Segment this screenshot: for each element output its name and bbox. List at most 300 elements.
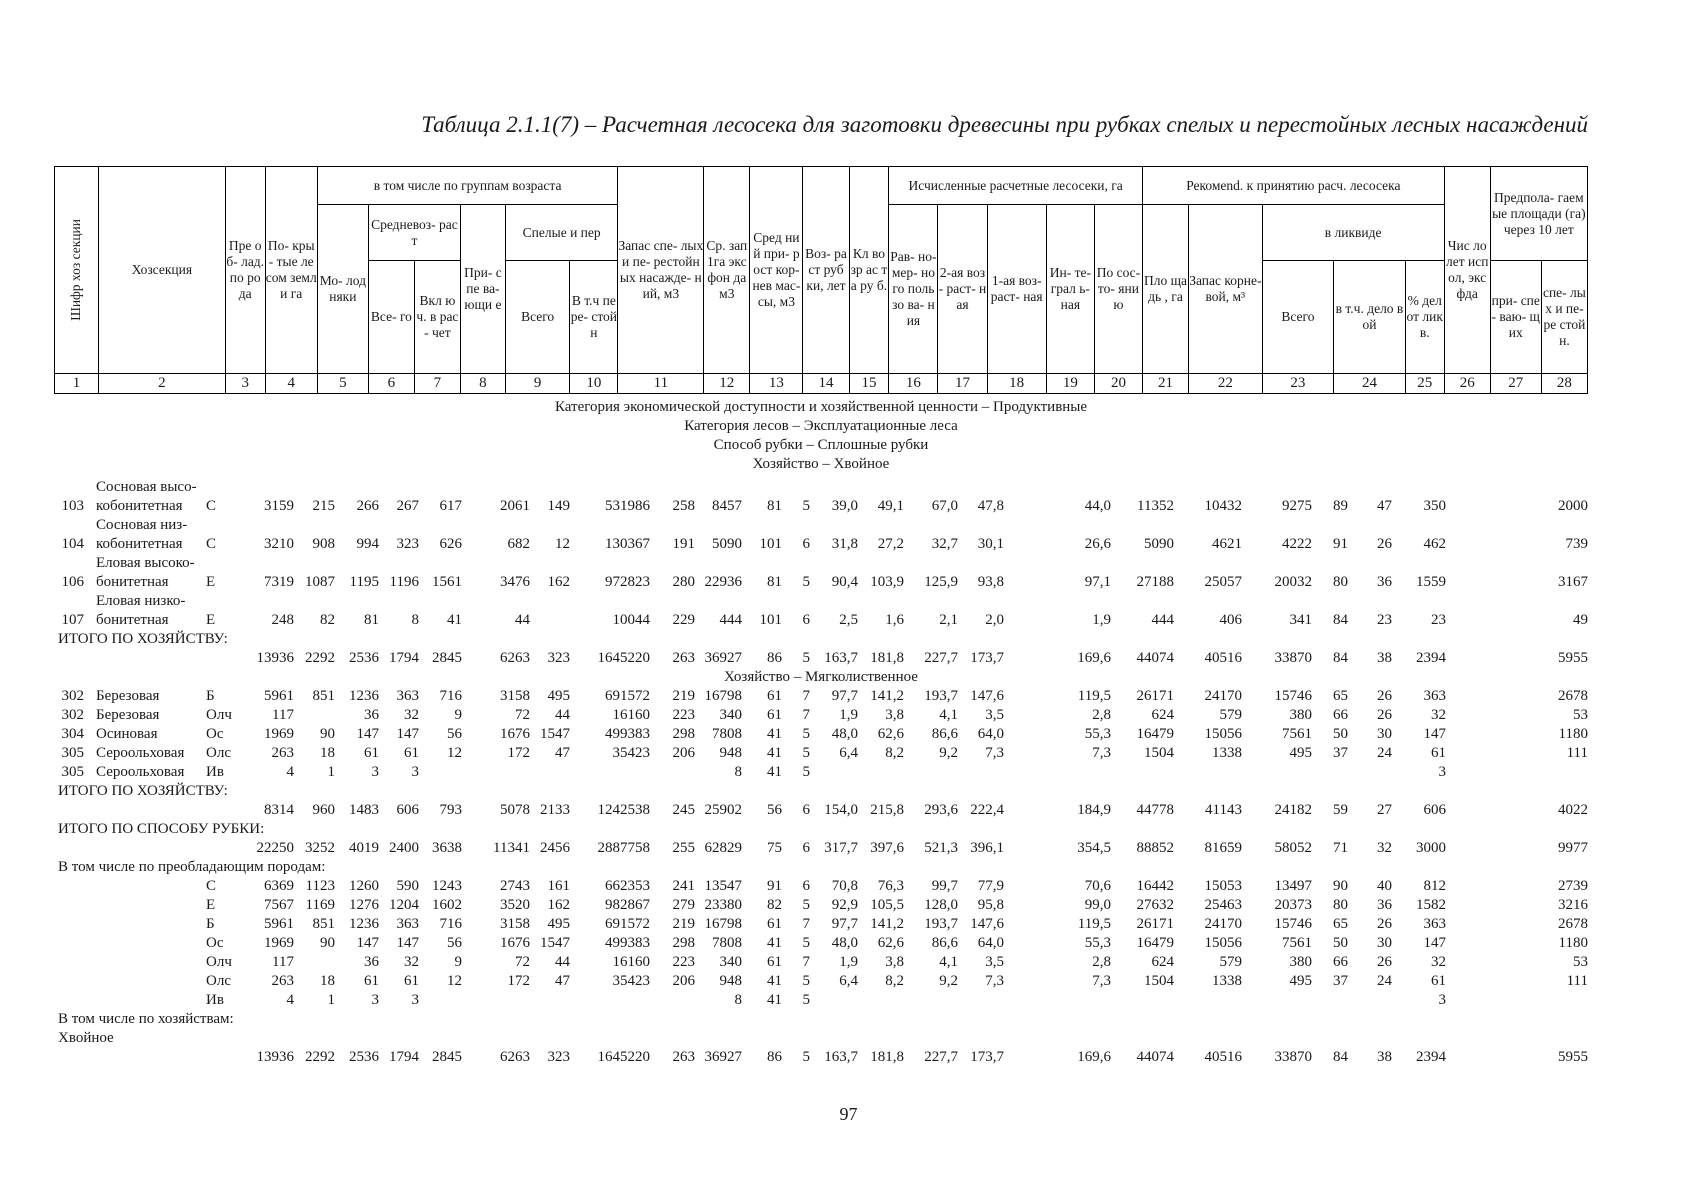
- table-cell: 99,7: [931, 878, 958, 894]
- table-cell: 141,2: [870, 688, 904, 704]
- table-cell: 88852: [1136, 840, 1174, 856]
- table-cell: 2394: [1416, 650, 1446, 666]
- table-row: [54, 915, 1588, 934]
- table-cell: 81: [364, 612, 379, 628]
- table-cell: 1547: [540, 935, 570, 951]
- column-number: 18: [987, 373, 1046, 393]
- table-cell: 3,8: [885, 707, 904, 723]
- table-cell: 1676: [500, 726, 530, 742]
- table-cell: 16479: [1136, 726, 1174, 742]
- table-cell: 1794: [389, 1049, 419, 1065]
- table-cell: 27,2: [877, 536, 904, 552]
- table-cell: 380: [1289, 954, 1312, 970]
- table-cell: 147: [356, 935, 379, 951]
- table-cell: 2,5: [839, 612, 858, 628]
- table-cell: 89: [1333, 498, 1348, 514]
- table-cell: 147: [396, 935, 419, 951]
- table-cell: 3158: [500, 688, 530, 704]
- species: С: [206, 536, 217, 552]
- header-cell: в ликвиде: [1262, 205, 1444, 261]
- header-cell: Ин- те- грал ь- ная: [1046, 205, 1094, 374]
- table-cell: 20032: [1274, 574, 1312, 590]
- header-cell: Всего: [1262, 261, 1334, 373]
- table-cell: 99,0: [1084, 897, 1111, 913]
- table-cell: 90: [1333, 878, 1348, 894]
- table-cell: 4621: [1212, 536, 1242, 552]
- table-cell: 982867: [605, 897, 650, 913]
- table-cell: 58052: [1274, 840, 1312, 856]
- table-cell: 84: [1333, 612, 1348, 628]
- table-cell: 1243: [432, 878, 462, 894]
- column-number: 2: [98, 373, 225, 393]
- section-heading: Категория лесов – Эксплуатационные леса: [684, 418, 958, 434]
- table-cell: 70,8: [831, 878, 858, 894]
- section-name: Еловая высоко-: [96, 555, 195, 571]
- table-cell: 495: [1289, 973, 1312, 989]
- table-cell: 7808: [712, 935, 742, 951]
- section-name: Осиновая: [96, 726, 158, 742]
- table-cell: 222,4: [970, 802, 1004, 818]
- table-cell: 6: [802, 802, 810, 818]
- section-name: кобонитетная: [96, 498, 183, 514]
- table-cell: 5961: [264, 688, 294, 704]
- table-cell: 82: [320, 612, 335, 628]
- table-cell: 11352: [1137, 498, 1174, 514]
- table-cell: 2061: [500, 498, 530, 514]
- table-cell: 169,6: [1077, 650, 1111, 666]
- table-cell: 2292: [305, 1049, 335, 1065]
- table-cell: 181,8: [870, 1049, 904, 1065]
- header-cell: Вкл юч. в рас- чет: [414, 261, 460, 373]
- section-name: кобонитетная: [96, 536, 183, 552]
- table-cell: 1602: [432, 897, 462, 913]
- table-cell: 341: [1289, 612, 1312, 628]
- table-cell: 227,7: [924, 1049, 958, 1065]
- table-cell: 61: [767, 954, 782, 970]
- table-cell: 7: [802, 916, 810, 932]
- table-cell: 48,0: [831, 935, 858, 951]
- total-row: [54, 801, 1588, 820]
- table-cell: 37: [1333, 745, 1348, 761]
- table-cell: 64,0: [977, 935, 1004, 951]
- table-cell: 26: [1377, 954, 1392, 970]
- table-cell: 1338: [1212, 745, 1242, 761]
- table-cell: 5: [802, 897, 810, 913]
- table-cell: 91: [1333, 536, 1348, 552]
- table-cell: 61: [404, 973, 419, 989]
- header-cell: Все- го: [368, 261, 414, 373]
- table-cell: 173,7: [970, 1049, 1004, 1065]
- table-cell: 3000: [1416, 840, 1446, 856]
- header-cell: По сос- то- янию: [1094, 205, 1142, 374]
- column-number: 3: [225, 373, 265, 393]
- table-cell: 147: [356, 726, 379, 742]
- table-cell: 624: [1151, 707, 1174, 723]
- table-cell: 105,5: [870, 897, 904, 913]
- table-cell: 1180: [1558, 935, 1588, 951]
- table-cell: 15746: [1274, 916, 1312, 932]
- column-number: 16: [889, 373, 938, 393]
- table-row: [54, 744, 1588, 763]
- table-cell: 495: [547, 688, 570, 704]
- table-cell: 9977: [1558, 840, 1588, 856]
- table-cell: 227,7: [924, 650, 958, 666]
- table-cell: 172: [507, 973, 530, 989]
- header-cell: Мо- лод няки: [317, 205, 368, 374]
- table-cell: 44778: [1136, 802, 1174, 818]
- table-cell: 7561: [1282, 726, 1312, 742]
- table-cell: 40516: [1204, 1049, 1242, 1065]
- table-cell: 298: [672, 726, 695, 742]
- table-cell: 215: [312, 498, 335, 514]
- table-cell: 406: [1219, 612, 1242, 628]
- table-cell: 72: [515, 954, 530, 970]
- table-cell: 44: [555, 707, 570, 723]
- table-cell: 67,0: [931, 498, 958, 514]
- species: Олс: [206, 973, 231, 989]
- header-cell: По- кры- тые лесом земли га: [265, 167, 317, 374]
- species: Б: [206, 688, 215, 704]
- table-cell: 125,9: [924, 574, 958, 590]
- table-cell: 499383: [605, 935, 650, 951]
- table-row: [54, 497, 1588, 516]
- table-cell: 65: [1333, 688, 1348, 704]
- table-cell: 25057: [1204, 574, 1242, 590]
- table-cell: 9275: [1282, 498, 1312, 514]
- table-cell: 26: [1377, 536, 1392, 552]
- table-cell: 1087: [305, 574, 335, 590]
- section-heading: Хозяйство – Хвойное: [752, 456, 890, 472]
- table-cell: 994: [356, 536, 379, 552]
- table-cell: 27188: [1136, 574, 1174, 590]
- table-cell: 24: [1377, 973, 1392, 989]
- table-cell: 97,7: [831, 916, 858, 932]
- table-cell: 354,5: [1077, 840, 1111, 856]
- table-cell: 5: [802, 745, 810, 761]
- table-cell: 6263: [500, 650, 530, 666]
- column-number: 19: [1046, 373, 1094, 393]
- section-code: 107: [61, 612, 84, 628]
- total-row: [54, 1048, 1588, 1067]
- table-cell: 5090: [1144, 536, 1174, 552]
- table-cell: 16479: [1136, 935, 1174, 951]
- table-cell: 5: [802, 726, 810, 742]
- table-cell: 3476: [500, 574, 530, 590]
- table-cell: 1: [327, 992, 335, 1008]
- table-cell: 149: [547, 498, 570, 514]
- table-row: [54, 535, 1588, 554]
- table-cell: 1236: [349, 916, 379, 932]
- column-number: 12: [704, 373, 750, 393]
- table-cell: 3520: [500, 897, 530, 913]
- section-code: 305: [61, 764, 84, 780]
- table-cell: 793: [439, 802, 462, 818]
- table-cell: 61: [364, 973, 379, 989]
- table-cell: 2394: [1416, 1049, 1446, 1065]
- table-cell: 1,6: [885, 612, 904, 628]
- table-cell: 101: [759, 612, 782, 628]
- table-row: [54, 877, 1588, 896]
- table-cell: 61: [1431, 973, 1446, 989]
- table-cell: 7: [802, 688, 810, 704]
- table-cell: 20373: [1274, 897, 1312, 913]
- page-title: Таблица 2.1.1(7) – Расчетная лесосека для заготовки древесины при рубках спелых и перестойных лесных насаждений: [421, 112, 1588, 137]
- table-cell: 5090: [712, 536, 742, 552]
- table-cell: 16798: [704, 688, 742, 704]
- table-cell: 62,6: [877, 726, 904, 742]
- page-number: 97: [839, 1104, 858, 1124]
- table-cell: 36: [364, 707, 379, 723]
- table-cell: 7,3: [985, 973, 1004, 989]
- table-row: [54, 516, 1588, 535]
- table-cell: 3: [1438, 764, 1446, 780]
- table-row: [54, 934, 1588, 953]
- header-cell: спе- лых и пе- ре стой н.: [1541, 261, 1587, 373]
- table-cell: 191: [672, 536, 695, 552]
- table-cell: 3167: [1558, 574, 1588, 590]
- table-cell: 1969: [264, 935, 294, 951]
- table-row: [54, 725, 1588, 744]
- table-cell: 40516: [1204, 650, 1242, 666]
- table-cell: 2292: [305, 650, 335, 666]
- header-cell: % дел от лик в.: [1405, 261, 1444, 373]
- table-cell: 41: [447, 612, 462, 628]
- table-cell: 36: [1377, 574, 1392, 590]
- table-cell: 32: [404, 954, 419, 970]
- header-cell: в т.ч. дело вой: [1334, 261, 1406, 373]
- table-cell: 30: [1377, 935, 1392, 951]
- table-cell: 55,3: [1084, 726, 1111, 742]
- table-cell: 495: [547, 916, 570, 932]
- table-cell: 77,9: [977, 878, 1004, 894]
- table-cell: 2743: [500, 878, 530, 894]
- table-cell: 9: [454, 707, 462, 723]
- header-cell: В т.ч пере- стой н: [570, 261, 618, 373]
- table-cell: 323: [396, 536, 419, 552]
- header-cell: при- спе- ваю- щих: [1490, 261, 1541, 373]
- table-cell: 293,6: [924, 802, 958, 818]
- table-cell: 101: [759, 536, 782, 552]
- table-cell: 2133: [540, 802, 570, 818]
- table-cell: 317,7: [824, 840, 858, 856]
- table-cell: 173,7: [970, 650, 1004, 666]
- table-cell: 38: [1377, 1049, 1392, 1065]
- table-cell: 24170: [1204, 916, 1242, 932]
- table-cell: 128,0: [924, 897, 958, 913]
- table-cell: 2,0: [985, 612, 1004, 628]
- table-cell: 215,8: [870, 802, 904, 818]
- species: Олч: [206, 707, 232, 723]
- column-number: 4: [265, 373, 317, 393]
- table-row: [54, 763, 1588, 782]
- table-cell: 65: [1333, 916, 1348, 932]
- species: Ос: [206, 726, 224, 742]
- table-cell: 86: [767, 650, 782, 666]
- table-row: [54, 896, 1588, 915]
- table-cell: 960: [312, 802, 335, 818]
- column-number: 14: [803, 373, 849, 393]
- table-cell: 39,0: [831, 498, 858, 514]
- table-cell: 90,4: [831, 574, 858, 590]
- section-heading: Хозяйство – Мягколиственное: [724, 669, 918, 685]
- table-cell: 12: [555, 536, 570, 552]
- table-cell: 8,2: [885, 745, 904, 761]
- header-cell: При- спе ва- ющи е: [460, 205, 505, 374]
- table-cell: 62829: [704, 840, 742, 856]
- table-cell: 579: [1219, 707, 1242, 723]
- table-cell: 5: [802, 574, 810, 590]
- table-cell: 8: [734, 764, 742, 780]
- table-cell: 23: [1377, 612, 1392, 628]
- table-cell: 130367: [605, 536, 650, 552]
- table-cell: 44,0: [1084, 498, 1111, 514]
- table-cell: 47: [1377, 498, 1392, 514]
- header-cell: Предпола- гаемые площади (га) через 10 лет: [1490, 167, 1587, 261]
- column-number: 26: [1444, 373, 1490, 393]
- table-cell: 141,2: [870, 916, 904, 932]
- table-cell: 13547: [704, 878, 742, 894]
- table-cell: 499383: [605, 726, 650, 742]
- section-name: Сероольховая: [96, 764, 185, 780]
- table-cell: 38: [1377, 650, 1392, 666]
- table-cell: 444: [719, 612, 742, 628]
- table-cell: 6,4: [839, 745, 858, 761]
- table-cell: 61: [767, 707, 782, 723]
- table-cell: 5078: [500, 802, 530, 818]
- table-cell: 119,5: [1077, 916, 1111, 932]
- table-cell: 47,8: [977, 498, 1004, 514]
- section-heading: Категория экономической доступности и хозяйственной ценности – Продуктивные: [554, 399, 1088, 415]
- section-name: Сосновая высо-: [96, 479, 197, 495]
- table-cell: 61: [364, 745, 379, 761]
- table-cell: 1582: [1416, 897, 1446, 913]
- header-cell: Ср. зап 1га экс фон да м3: [704, 167, 750, 374]
- table-cell: 13936: [256, 1049, 294, 1065]
- table-cell: 41: [767, 992, 782, 1008]
- table-cell: 4,1: [939, 954, 958, 970]
- table-cell: 26: [1377, 707, 1392, 723]
- column-number: 21: [1142, 373, 1188, 393]
- table-cell: 6: [802, 840, 810, 856]
- table-row: [54, 953, 1588, 972]
- table-cell: 90: [320, 935, 335, 951]
- table-cell: 12: [447, 973, 462, 989]
- section-code: 106: [61, 574, 84, 590]
- table-cell: 5961: [264, 916, 294, 932]
- table-cell: 80: [1333, 574, 1348, 590]
- table-cell: 31,8: [831, 536, 858, 552]
- table-cell: 617: [439, 498, 462, 514]
- table-cell: 691572: [605, 688, 650, 704]
- table-cell: 739: [1565, 536, 1588, 552]
- column-number: 5: [317, 373, 368, 393]
- table-cell: 1242538: [597, 802, 650, 818]
- table-cell: 2,8: [1092, 954, 1111, 970]
- table-cell: 35423: [612, 745, 650, 761]
- table-cell: 61: [1431, 745, 1446, 761]
- species: Олч: [206, 954, 232, 970]
- table-row: [54, 991, 1588, 1010]
- table-cell: 56: [447, 726, 462, 742]
- table-cell: 495: [1289, 745, 1312, 761]
- table-cell: 350: [1423, 498, 1446, 514]
- table-cell: 6: [802, 612, 810, 628]
- table-cell: 27632: [1136, 897, 1174, 913]
- table-cell: 2000: [1558, 498, 1588, 514]
- species: Б: [206, 916, 215, 932]
- table-cell: 44: [515, 612, 530, 628]
- table-cell: 93,8: [977, 574, 1004, 590]
- table-cell: 193,7: [924, 688, 958, 704]
- table-cell: 32: [1431, 954, 1446, 970]
- column-number: 23: [1262, 373, 1334, 393]
- species: С: [206, 498, 217, 514]
- table-cell: 531986: [605, 498, 650, 514]
- table-cell: 1169: [305, 897, 335, 913]
- table-cell: 15056: [1204, 726, 1242, 742]
- table-cell: 8,2: [885, 973, 904, 989]
- column-number: 8: [460, 373, 505, 393]
- table-cell: 851: [312, 688, 335, 704]
- table-cell: 948: [719, 745, 742, 761]
- table-cell: 66: [1333, 954, 1348, 970]
- table-cell: 3: [1438, 992, 1446, 1008]
- table-cell: 75: [767, 840, 782, 856]
- table-cell: 15056: [1204, 935, 1242, 951]
- table-cell: 3216: [1558, 897, 1588, 913]
- table-cell: 61: [767, 916, 782, 932]
- table-cell: 606: [396, 802, 419, 818]
- header-cell: Чис ло лет исп ол, экс фда: [1444, 167, 1490, 374]
- table-cell: 6263: [500, 1049, 530, 1065]
- table-cell: 626: [439, 536, 462, 552]
- table-row: [54, 706, 1588, 725]
- table-cell: 4022: [1558, 802, 1588, 818]
- table-cell: 2536: [349, 650, 379, 666]
- table-cell: 36: [1377, 897, 1392, 913]
- table-cell: 50: [1333, 726, 1348, 742]
- table-cell: 163,7: [824, 650, 858, 666]
- table-cell: 363: [396, 916, 419, 932]
- section-code: 103: [61, 498, 84, 514]
- table-cell: 1: [327, 764, 335, 780]
- table-cell: 81: [767, 498, 782, 514]
- table-cell: 32,7: [931, 536, 958, 552]
- table-cell: 24182: [1274, 802, 1312, 818]
- table-cell: 1504: [1144, 745, 1174, 761]
- table-cell: 56: [767, 802, 782, 818]
- table-cell: 26171: [1136, 688, 1174, 704]
- column-number: 20: [1094, 373, 1142, 393]
- table-cell: 10432: [1204, 498, 1242, 514]
- table-cell: 7: [802, 954, 810, 970]
- table-cell: 162: [547, 574, 570, 590]
- table-cell: 851: [312, 916, 335, 932]
- row-label: В том числе по преобладающим породам:: [58, 859, 326, 875]
- table-cell: 219: [672, 688, 695, 704]
- table-cell: 76,3: [877, 878, 904, 894]
- header-cell: 2-ая воз- раст- ная: [938, 205, 987, 374]
- table-cell: 18: [320, 745, 335, 761]
- species: Ос: [206, 935, 224, 951]
- table-cell: 80: [1333, 897, 1348, 913]
- table-cell: 16160: [612, 954, 650, 970]
- table-cell: 521,3: [924, 840, 958, 856]
- table-cell: 716: [439, 688, 462, 704]
- table-cell: 181,8: [870, 650, 904, 666]
- table-cell: 1,9: [839, 954, 858, 970]
- species: Е: [206, 574, 216, 590]
